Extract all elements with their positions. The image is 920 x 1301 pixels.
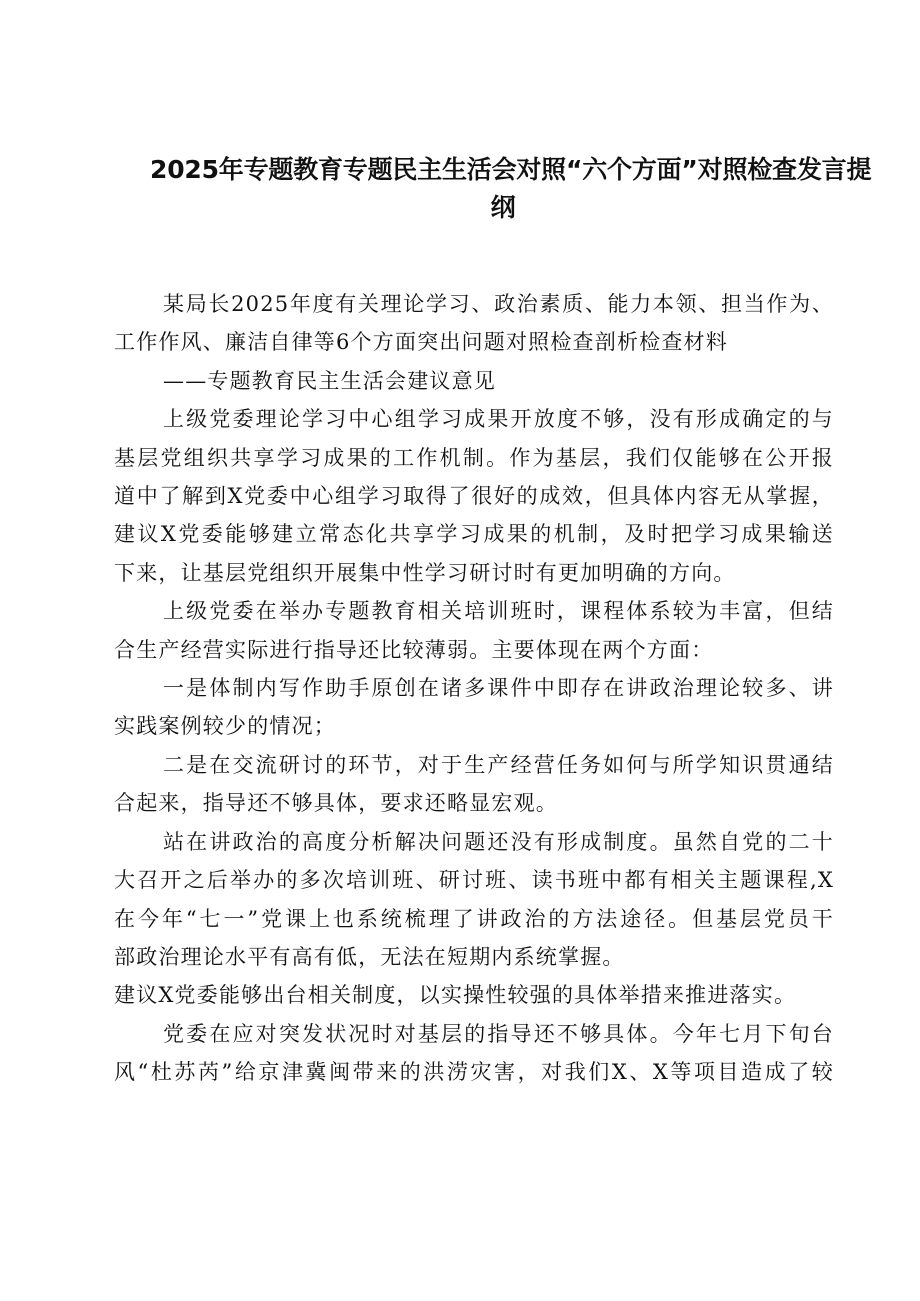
paragraph-5-line-3: 在今年“七一”党课上也系统梳理了讲政治的方法途径。但基层党员干 (114, 906, 834, 931)
paragraph-7 (114, 1015, 834, 1092)
paragraph-4-line-1: 二是在交流研讨的环节，对于生产经营任务如何与所学知识贯通结 (163, 752, 834, 777)
paragraph-1 (114, 400, 834, 592)
paragraph-7-line-2: 风“杜苏芮”给京津冀闽带来的洪涝灾害，对我们X、X等项目造成了较 (114, 1060, 834, 1085)
paragraph-6-line-1: 建议X党委能够出台相关制度，以实操性较强的具体举措来推进落实。 (114, 983, 797, 1008)
subtitle-line: ——专题教育民主生活会建议意见 (163, 368, 496, 393)
paragraph-2-line-1: 上级党委在举办专题教育相关培训班时，课程体系较为丰富，但结 (163, 599, 834, 624)
paragraph-1-line-2: 基层党组织共享学习成果的工作机制。作为基层，我们仅能够在公开报 (114, 445, 834, 470)
heading-paragraph (114, 285, 834, 362)
paragraph-2-line-2: 合生产经营实际进行指导还比较薄弱。主要体现在两个方面： (114, 637, 714, 662)
paragraph-3-line-1: 一是体制内写作助手原创在诸多课件中即存在讲政治理论较多、讲 (163, 676, 834, 701)
paragraph-2 (114, 592, 834, 669)
paragraph-3-line-2: 实践案例较少的情况； (114, 714, 336, 739)
paragraph-4-line-2: 合起来，指导还不够具体，要求还略显宏观。 (114, 791, 558, 816)
title-line-1: 2025年专题教育专题民主生活会对照“六个方面”对照检查发言提 (150, 155, 872, 184)
paragraph-1-line-5: 下来，让基层党组织开展集中性学习研讨时有更加明确的方向。 (114, 560, 736, 585)
paragraph-1-line-3: 道中了解到X党委中心组学习取得了很好的成效，但具体内容无从掌握， (114, 484, 834, 509)
subtitle-paragraph (114, 362, 834, 400)
document-body (114, 285, 834, 1092)
heading-line-2: 工作作风、廉洁自律等6个方面突出问题对照检查剖析检查材料 (114, 330, 728, 355)
paragraph-6 (114, 976, 834, 1014)
paragraph-1-line-4: 建议X党委能够建立常态化共享学习成果的机制，及时把学习成果输送 (114, 522, 834, 547)
title-line-2: 纲 (490, 193, 516, 222)
paragraph-3 (114, 669, 834, 746)
paragraph-7-line-1: 党委在应对突发状况时对基层的指导还不够具体。今年七月下旬台 (163, 1021, 834, 1046)
paragraph-5-line-1: 站在讲政治的高度分析解决问题还没有形成制度。虽然自党的二十 (163, 829, 834, 854)
paragraph-1-line-1: 上级党委理论学习中心组学习成果开放度不够，没有形成确定的与 (163, 407, 834, 432)
paragraph-5 (114, 823, 834, 977)
paragraph-5-line-2: 大召开之后举办的多次培训班、研讨班、读书班中都有相关主题课程,X (114, 868, 834, 893)
document-title (150, 151, 872, 227)
paragraph-4 (114, 746, 834, 823)
heading-line-1: 某局长2025年度有关理论学习、政治素质、能力本领、担当作为、 (163, 292, 834, 316)
paragraph-5-line-4: 部政治理论水平有高有低，无法在短期内系统掌握。 (114, 944, 625, 969)
